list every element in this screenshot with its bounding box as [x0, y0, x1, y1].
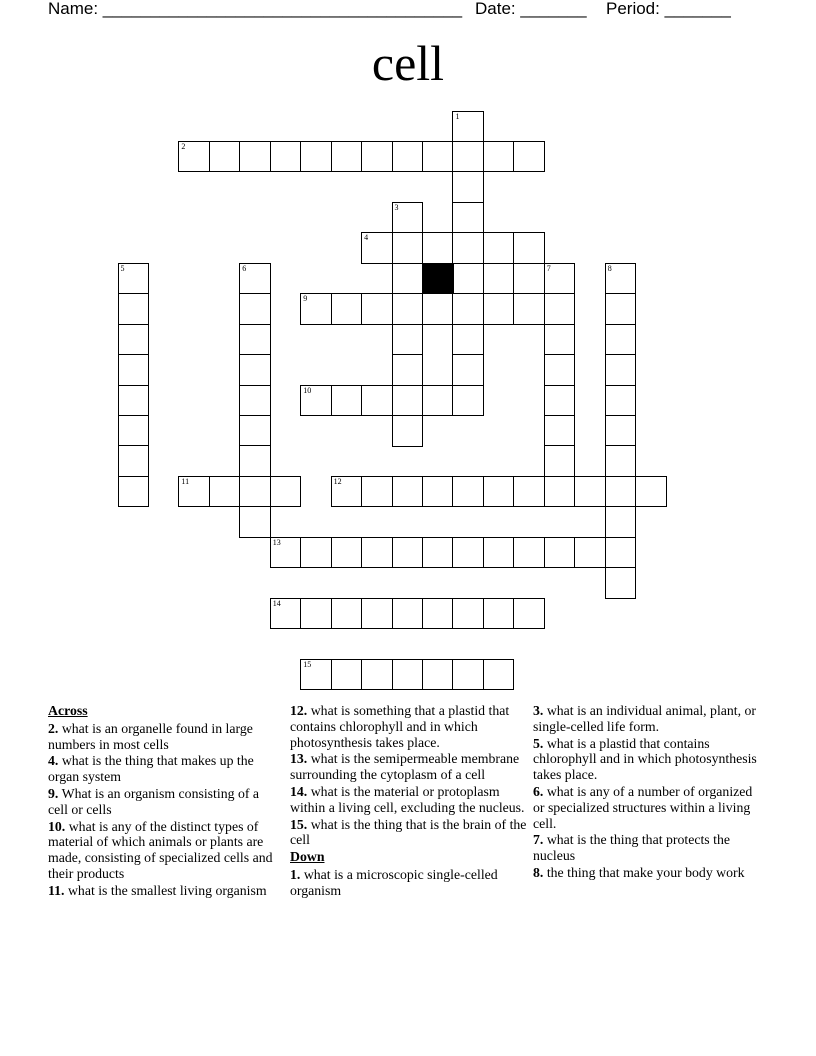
clue-across-4: 4. what is the thing that makes up the organ system [48, 753, 254, 785]
grid-cell[interactable] [361, 598, 393, 630]
grid-cell[interactable] [331, 659, 363, 691]
grid-cell[interactable] [392, 385, 424, 417]
grid-cell[interactable] [392, 354, 424, 386]
grid-cell[interactable] [483, 232, 515, 264]
clue-down-1: 1. what is a microscopic single-celled organism [290, 866, 498, 898]
grid-cell[interactable] [118, 476, 150, 508]
grid-cell[interactable] [452, 476, 484, 508]
grid-cell[interactable] [513, 141, 545, 173]
down-heading: Down [290, 849, 325, 865]
grid-cell[interactable] [422, 537, 454, 569]
clue-number: 3 [394, 202, 399, 212]
puzzle-title: cell [371, 35, 445, 91]
grid-cell[interactable] [483, 476, 515, 508]
grid-cell[interactable] [452, 385, 484, 417]
grid-cell[interactable] [605, 567, 637, 599]
grid-cell[interactable] [361, 476, 393, 508]
grid-cell[interactable] [513, 598, 545, 630]
clue-across-12: 12. what is something that a plastid that contains chlorophyll and in which photosynthesis takes place. [290, 703, 510, 750]
clue-across-13: 13. what is the semipermeable membrane surrounding the cytoplasm of a cell [290, 751, 520, 783]
grid-cell[interactable] [483, 598, 515, 630]
grid-cell[interactable] [605, 385, 637, 417]
grid-cell[interactable] [118, 293, 150, 325]
grid-cell[interactable] [605, 263, 637, 295]
across-heading: Across [48, 703, 88, 718]
grid-cell[interactable] [209, 141, 241, 173]
grid-cell[interactable] [331, 141, 363, 173]
clue-number: 9 [303, 294, 308, 304]
grid-cell[interactable] [392, 324, 424, 356]
grid-cell[interactable] [392, 202, 424, 234]
clue-number: 10 [303, 385, 312, 395]
grid-cell[interactable] [239, 141, 271, 173]
clue-down-5: 5. what is a plastid that contains chlorophyll and in which photosynthesis takes place. [533, 735, 757, 783]
grid-cell[interactable] [452, 232, 484, 264]
clue-number: 8 [607, 263, 612, 273]
grid-cell[interactable] [422, 659, 454, 691]
grid-cell[interactable] [300, 293, 332, 325]
clue-across-10: 10. what is any of the distinct types of material of which animals or plants are made, consisting of specialized cells and their products [48, 818, 273, 881]
grid-cell[interactable] [392, 263, 424, 295]
grid-cell[interactable] [574, 476, 606, 508]
clue-down-3: 3. what is an individual animal, plant, or single-celled life form. [533, 703, 757, 734]
grid-cell[interactable] [544, 324, 576, 356]
grid-cell[interactable] [239, 293, 271, 325]
grid-cell[interactable] [605, 324, 637, 356]
grid-cell[interactable] [544, 385, 576, 417]
clue-number: 11 [181, 476, 190, 486]
grid-cell[interactable] [361, 385, 393, 417]
grid-cell[interactable] [331, 537, 363, 569]
clues-column-2 [290, 703, 528, 900]
grid-cell[interactable] [483, 263, 515, 295]
clue-down-8: 8. the thing that make your body work [533, 864, 745, 880]
clue-number: 7 [546, 263, 551, 273]
grid-cell[interactable] [452, 354, 484, 386]
period-field-label: Period: _______ [606, 0, 731, 18]
clue-number: 14 [272, 598, 281, 608]
grid-cell[interactable] [605, 476, 637, 508]
grid-cell[interactable] [513, 293, 545, 325]
grid-cell[interactable] [422, 293, 454, 325]
grid-cell[interactable] [331, 598, 363, 630]
grid-cell[interactable] [452, 263, 484, 295]
clue-number: 12 [333, 476, 342, 486]
name-field-label: Name: ______________________________________ [48, 0, 463, 18]
date-field-label: Date: _______ [475, 0, 587, 18]
grid-cell[interactable] [392, 598, 424, 630]
grid-cell[interactable] [452, 202, 484, 234]
grid-cell[interactable] [392, 415, 424, 447]
grid-cell[interactable] [361, 537, 393, 569]
clues-column-3 [533, 703, 765, 882]
grid-cell[interactable] [422, 141, 454, 173]
clue-number: 4 [364, 233, 369, 243]
clue-across-15: 15. what is the thing that is the brain of the cell [290, 816, 527, 848]
grid-cell[interactable] [300, 537, 332, 569]
clue-number: 5 [120, 263, 125, 273]
clue-across-2: 2. what is an organelle found in large numbers in most cells [48, 720, 253, 752]
grid-cell[interactable] [422, 232, 454, 264]
grid-cell[interactable] [331, 476, 363, 508]
grid-cell[interactable] [239, 385, 271, 417]
grid-cell[interactable] [635, 476, 667, 508]
grid-cell[interactable] [270, 598, 302, 630]
grid-cell[interactable] [239, 354, 271, 386]
clue-across-9: 9. What is an organism consisting of a cell or cells [48, 785, 260, 817]
grid-block [422, 263, 454, 295]
grid-cell[interactable] [392, 293, 424, 325]
grid-cell[interactable] [239, 324, 271, 356]
clue-down-7: 7. what is the thing that protects the nucleus [533, 832, 730, 864]
grid-cell[interactable] [118, 354, 150, 386]
grid-cell[interactable] [452, 598, 484, 630]
clue-down-6: 6. what is any of a number of organized or specialized structures within a living cell. [533, 783, 753, 831]
grid-cell[interactable] [361, 141, 393, 173]
grid-cell[interactable] [300, 598, 332, 630]
grid-cell[interactable] [574, 537, 606, 569]
grid-cell[interactable] [422, 598, 454, 630]
grid-cell[interactable] [544, 445, 576, 477]
grid-cell[interactable] [483, 141, 515, 173]
grid-cell[interactable] [513, 263, 545, 295]
grid-cell[interactable] [392, 537, 424, 569]
clue-number: 1 [455, 111, 460, 121]
grid-cell[interactable] [544, 476, 576, 508]
grid-cell[interactable] [422, 385, 454, 417]
grid-cell[interactable] [239, 506, 271, 538]
grid-cell[interactable] [118, 263, 150, 295]
grid-cell[interactable] [483, 537, 515, 569]
grid-cell[interactable] [452, 141, 484, 173]
grid-cell[interactable] [361, 293, 393, 325]
grid-cell[interactable] [239, 445, 271, 477]
clue-number: 13 [272, 537, 281, 547]
grid-cell[interactable] [483, 293, 515, 325]
clues-column-1 [48, 703, 278, 900]
grid-cell[interactable] [513, 232, 545, 264]
grid-cell[interactable] [605, 445, 637, 477]
grid-cell[interactable] [270, 141, 302, 173]
clue-number: 15 [303, 659, 312, 669]
grid-cell[interactable] [270, 537, 302, 569]
grid-cell[interactable] [452, 324, 484, 356]
grid-cell[interactable] [422, 476, 454, 508]
grid-cell[interactable] [605, 293, 637, 325]
grid-cell[interactable] [239, 415, 271, 447]
clue-across-14: 14. what is the material or protoplasm within a living cell, excluding the nucleus. [290, 783, 525, 815]
grid-cell[interactable] [605, 506, 637, 538]
grid-cell[interactable] [452, 537, 484, 569]
grid-cell[interactable] [483, 659, 515, 691]
grid-cell[interactable] [605, 537, 637, 569]
grid-cell[interactable] [239, 476, 271, 508]
grid-cell[interactable] [270, 476, 302, 508]
grid-cell[interactable] [392, 141, 424, 173]
grid-cell[interactable] [361, 659, 393, 691]
grid-cell[interactable] [544, 263, 576, 295]
clue-number: 2 [181, 141, 186, 151]
grid-cell[interactable] [209, 476, 241, 508]
grid-cell[interactable] [300, 141, 332, 173]
grid-cell[interactable] [331, 385, 363, 417]
grid-cell[interactable] [544, 354, 576, 386]
grid-cell[interactable] [118, 415, 150, 447]
grid-cell[interactable] [513, 537, 545, 569]
grid-cell[interactable] [452, 659, 484, 691]
grid-cell[interactable] [300, 385, 332, 417]
grid-cell[interactable] [331, 293, 363, 325]
grid-cell[interactable] [118, 385, 150, 417]
grid-cell[interactable] [392, 476, 424, 508]
grid-cell[interactable] [118, 445, 150, 477]
grid-cell[interactable] [452, 293, 484, 325]
grid-cell[interactable] [544, 537, 576, 569]
grid-cell[interactable] [300, 659, 332, 691]
grid-cell[interactable] [513, 476, 545, 508]
grid-cell[interactable] [118, 324, 150, 356]
grid-cell[interactable] [392, 232, 424, 264]
clue-number: 6 [242, 263, 247, 273]
grid-cell[interactable] [178, 141, 210, 173]
grid-cell[interactable] [178, 476, 210, 508]
grid-cell[interactable] [605, 415, 637, 447]
grid-cell[interactable] [392, 659, 424, 691]
grid-cell[interactable] [452, 171, 484, 203]
grid-cell[interactable] [361, 232, 393, 264]
grid-cell[interactable] [544, 415, 576, 447]
grid-cell[interactable] [544, 293, 576, 325]
grid-cell[interactable] [239, 263, 271, 295]
clue-across-11: 11. what is the smallest living organism [48, 882, 267, 898]
grid-cell[interactable] [452, 111, 484, 143]
grid-cell[interactable] [605, 354, 637, 386]
